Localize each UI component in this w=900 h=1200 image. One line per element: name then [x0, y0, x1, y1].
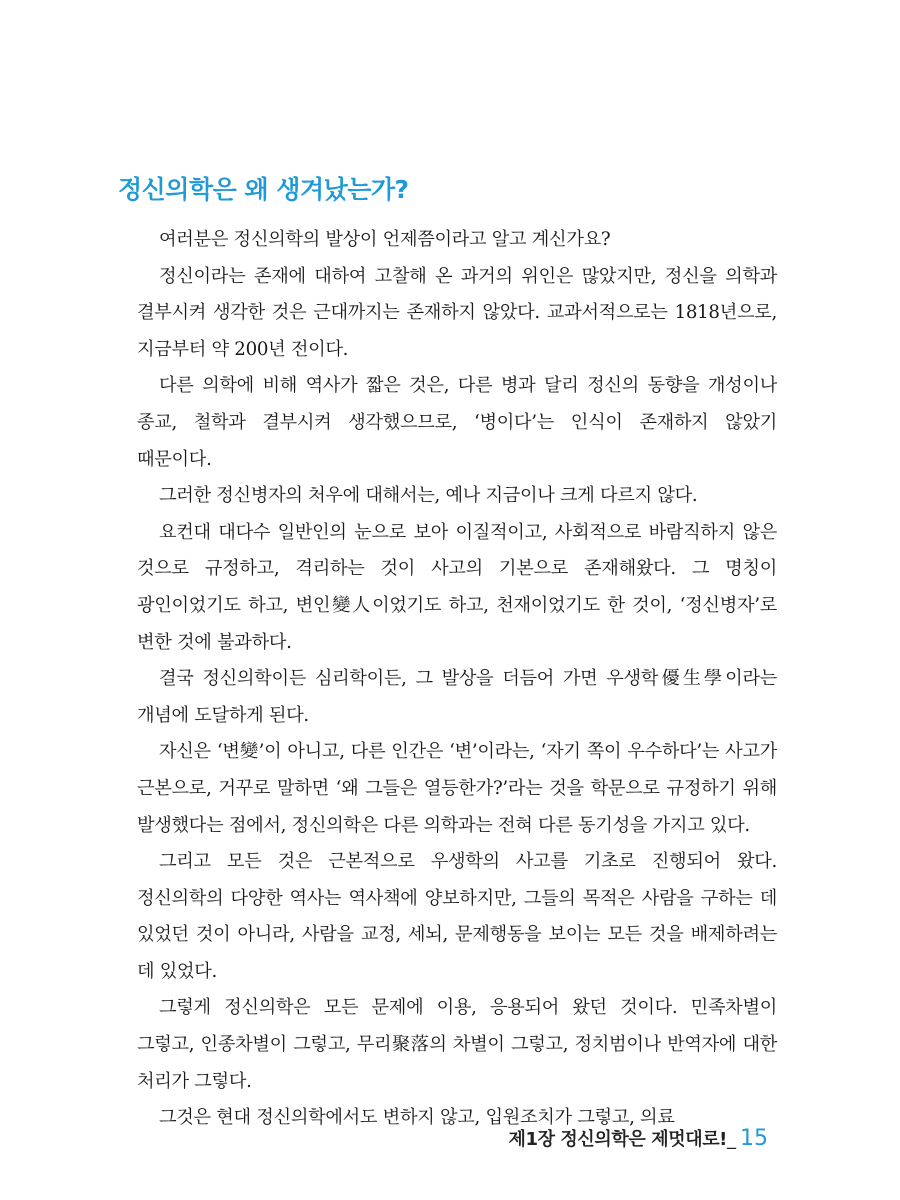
paragraph: 그리고 모든 것은 근본적으로 우생학의 사고를 기초로 진행되어 왔다. 정신의학의 다양한 역사는 역사책에 양보하지만, 그들의 목적은 사람을 구하는 데 있었던 것이 아니라, 사람을 교정, 세뇌, 문제행동을 보이는 모든 것을 배제하려는 데 있었다. [137, 851, 777, 982]
body-text [137, 222, 777, 1137]
paragraph: 그것은 현대 정신의학에서도 변하지 않고, 입원조치가 그렇고, 의료 [159, 1107, 675, 1129]
paragraph: 그러한 정신병자의 처우에 대해서는, 예나 지금이나 크게 다르지 않다. [159, 485, 698, 507]
paragraph: 요컨대 대다수 일반인의 눈으로 보아 이질적이고, 사회적으로 바람직하지 않은 것으로 규정하고, 격리하는 것이 사고의 기본으로 존재해왔다. 그 명칭이 광인이었기도 하고, 변인變人이었기도 하고, 천재이었기도 한 것이, ‘정신병자’로 변한 것에 불과하다. [137, 521, 777, 653]
paragraph: 정신이라는 존재에 대하여 고찰해 온 과거의 위인은 많았지만, 정신을 의학과 결부시켜 생각한 것은 근대까지는 존재하지 않았다. 교과서적으로는 1818년으로, 지금부터 약 200년 전이다. [137, 265, 777, 360]
section-title: 정신의학은 왜 생겨났는가? [118, 175, 409, 204]
paragraph: 결국 정신의학이든 심리학이든, 그 발상을 더듬어 가면 우생학優生學이라는 개념에 도달하게 된다. [137, 668, 777, 726]
paragraph: 자신은 ‘변變’이 아니고, 다른 인간은 ‘변’이라는, ‘자기 쪽이 우수하다’는 사고가 근본으로, 거꾸로 말하면 ‘왜 그들은 열등한가?’라는 것을 학문으로 규정하기 위해 발생했다는 점에서, 정신의학은 다른 의학과는 전혀 다른 동기성을 가지고 있다. [137, 741, 777, 836]
paragraph: 그렇게 정신의학은 모든 문제에 이용, 응용되어 왔던 것이다. 민족차별이 그렇고, 인종차별이 그렇고, 무리聚落의 차별이 그렇고, 정치범이나 반역자에 대한 처리가 그렇다. [137, 997, 777, 1092]
running-head: 제1장 정신의학은 제멋대로! [508, 1129, 727, 1150]
footer-separator: _ [727, 1129, 736, 1150]
page-number: 15 [740, 1126, 768, 1151]
paragraph: 여러분은 정신의학의 발상이 언제쯤이라고 알고 계신가요? [159, 229, 611, 250]
paragraph: 다른 의학에 비해 역사가 짧은 것은, 다른 병과 달리 정신의 동향을 개성이나 종교, 철학과 결부시켜 생각했으므로, ‘병이다’는 인식이 존재하지 않았기 때문이다. [137, 375, 777, 470]
page-footer [508, 1125, 768, 1151]
